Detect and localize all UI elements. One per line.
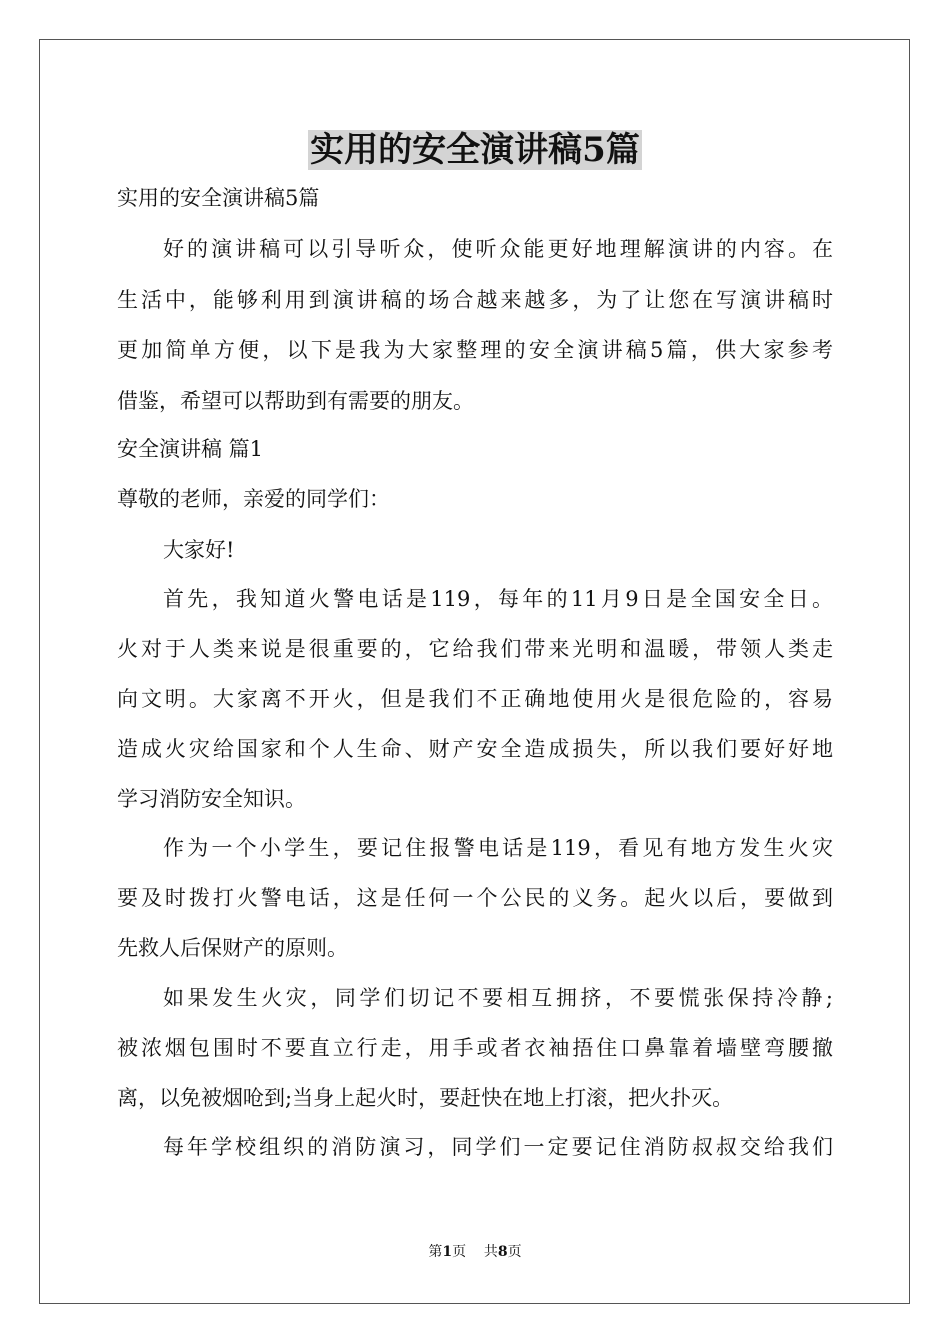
- paragraph-line: 离，以免被烟呛到;当身上起火时，要赶快在地上打滚，把火扑灭。: [117, 1086, 734, 1110]
- paragraph-line: 先救人后保财产的原则。: [117, 936, 348, 960]
- paragraph-line: 生活中，能够利用到演讲稿的场合越来越多，为了让您在写演讲稿时: [117, 288, 833, 312]
- total-prefix: 共: [483, 1244, 498, 1260]
- greeting-line: 大家好!: [163, 538, 235, 562]
- paragraph-line: 每年学校组织的消防演习，同学们一定要记住消防叔叔交给我们: [163, 1135, 833, 1159]
- total-suffix: 页: [507, 1244, 522, 1260]
- paragraph-line: 被浓烟包围时不要直立行走，用手或者衣袖捂住口鼻靠着墙壁弯腰撤: [117, 1036, 833, 1060]
- paragraph-line: 好的演讲稿可以引导听众，使听众能更好地理解演讲的内容。在: [163, 237, 833, 261]
- total-pages: 8: [497, 1244, 508, 1260]
- paragraph-line: 借鉴，希望可以帮助到有需要的朋友。: [117, 389, 474, 413]
- paragraph-line: 如果发生火灾，同学们切记不要相互拥挤，不要慌张保持冷静;: [163, 986, 833, 1010]
- paragraph-line: 造成火灾给国家和个人生命、财产安全造成损失，所以我们要好好地: [117, 737, 833, 761]
- paragraph-line: 首先，我知道火警电话是119，每年的11月9日是全国安全日。: [163, 587, 833, 611]
- document-title-text: 实用的安全演讲稿5篇: [310, 130, 640, 170]
- page-prefix: 第: [428, 1244, 443, 1260]
- subtitle-line: 实用的安全演讲稿5篇: [117, 186, 320, 210]
- page-footer: [0, 1242, 950, 1262]
- paragraph-line: 要及时拨打火警电话，这是任何一个公民的义务。起火以后，要做到: [117, 886, 833, 910]
- paragraph-line: 更加简单方便，以下是我为大家整理的安全演讲稿5篇，供大家参考: [117, 338, 833, 362]
- salutation-line: 尊敬的老师，亲爱的同学们：: [117, 487, 390, 511]
- page-number: 1: [442, 1244, 453, 1260]
- section-heading: 安全演讲稿 篇1: [117, 437, 264, 461]
- page-border: [39, 39, 910, 1304]
- page-suffix: 页: [452, 1244, 467, 1260]
- document-title: [117, 128, 833, 172]
- paragraph-line: 作为一个小学生，要记住报警电话是119，看见有地方发生火灾: [163, 836, 833, 860]
- paragraph-line: 向文明。大家离不开火，但是我们不正确地使用火是很危险的，容易: [117, 687, 833, 711]
- paragraph-line: 学习消防安全知识。: [117, 787, 306, 811]
- paragraph-line: 火对于人类来说是很重要的，它给我们带来光明和温暖，带领人类走: [117, 637, 833, 661]
